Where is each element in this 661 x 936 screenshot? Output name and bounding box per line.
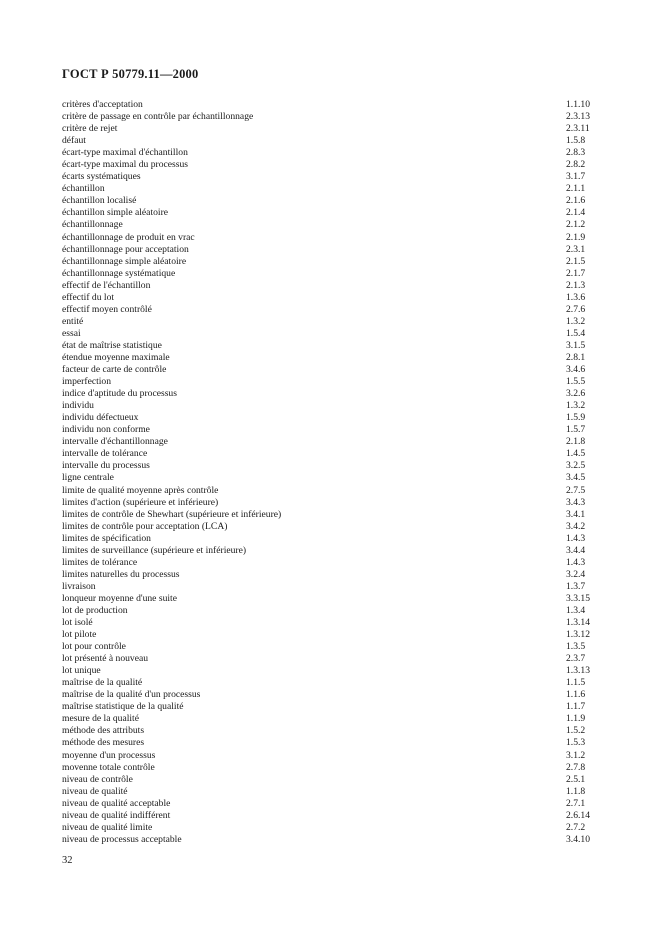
index-term: critère de passage en contrôle par échantillonnage [62,111,254,123]
index-term: facteur de carte de contrôle [62,364,167,376]
index-term: lot unique [62,665,101,677]
index-term: effectif moyen contrôlé [62,303,152,315]
index-entry [62,774,592,786]
index-ref: 3.4.6 [566,364,586,376]
index-ref: 1.1.5 [566,677,586,689]
index-ref: 2.7.6 [566,303,586,315]
index-ref: 2.6.14 [566,809,590,821]
index-entry [62,665,592,677]
index-term: limites d'action (supérieure et inférieure) [62,496,219,508]
index-entry [62,280,592,292]
index-entry [62,268,592,280]
index-entry [62,509,592,521]
index-ref: 1.3.12 [566,629,590,641]
index-term: limites de contrôle de Shewhart (supérieure et inférieure) [62,508,282,520]
index-term: ligne centrale [62,472,114,484]
index-ref: 1.5.2 [566,725,586,737]
index-term: échantillon localisé [62,195,137,207]
index-term: effectif de l'échantillon [62,279,151,291]
index-term: essai [62,327,81,339]
index-entry [62,629,592,641]
index-ref: 1.5.4 [566,327,586,339]
index-term: critère de rejet [62,123,118,135]
index-ref: 2.7.8 [566,761,586,773]
index-ref: 1.3.13 [566,665,590,677]
index-ref: 2.3.11 [566,123,590,135]
index-term: état de maîtrise statistique [62,339,162,351]
index-entry [62,135,592,147]
index-term: lot isolé [62,617,93,629]
index-entry [62,485,592,497]
index-term: lot présenté à nouveau [62,653,149,665]
index-term: intervalle d'échantillonnage [62,436,168,448]
index-ref: 2.1.4 [566,207,586,219]
index-entry [62,147,592,159]
index-term: écarts systématiques [62,171,141,183]
index-entry [62,713,592,725]
index-ref: 1.3.7 [566,580,586,592]
index-entry [62,750,592,762]
index-term: limites naturelles du processus [62,568,180,580]
index-term: indice d'aptitude du processus [62,388,177,400]
index-entry [62,364,592,376]
index-term: échantillonnage pour acceptation [62,243,189,255]
index-entry [62,195,592,207]
index-ref: 1.5.5 [566,376,586,388]
index-entry [62,244,592,256]
index-entry [62,328,592,340]
index-term: niveau de qualité indifférent [62,809,171,821]
index-term: lot pour contrôle [62,641,126,653]
index-term: entité [62,315,84,327]
index-entry [62,786,592,798]
index-ref: 3.4.1 [566,508,586,520]
index-entry [62,111,592,123]
index-entry [62,701,592,713]
index-term: défaut [62,135,86,147]
index-ref: 2.8.1 [566,351,586,363]
index-entry [62,183,592,195]
index-term: livraison [62,580,96,592]
index-ref: 2.1.7 [566,267,586,279]
index-ref: 2.5.1 [566,773,586,785]
index-ref: 2.7.1 [566,797,586,809]
index-entry [62,605,592,617]
index-entry [62,641,592,653]
index-term: échantillonnage simple aléatoire [62,255,187,267]
index-ref: 2.8.3 [566,147,586,159]
index-entry [62,653,592,665]
index-ref: 3.2.5 [566,460,586,472]
index-ref: 2.3.13 [566,111,590,123]
index-term: niveau de qualité limite [62,821,153,833]
index-ref: 1.3.14 [566,617,590,629]
index-term: maîtrise de la qualité [62,677,143,689]
index-ref: 2.1.1 [566,183,586,195]
index-entry [62,412,592,424]
page-number: 32 [62,855,73,866]
index-term: échantillonnage [62,219,123,231]
index-entry [62,376,592,388]
index-entry [62,436,592,448]
index-ref: 1.3.6 [566,291,586,303]
index-term: lot pilote [62,629,97,641]
index-entry [62,810,592,822]
index-term: intervalle de tolérance [62,448,148,460]
index-ref: 1.1.7 [566,701,586,713]
index-term: méthode des mesures [62,737,145,749]
index-term: étendue moyenne maximale [62,351,170,363]
index-entry [62,521,592,533]
index-entry [62,472,592,484]
index-entry [62,424,592,436]
index-ref: 1.3.5 [566,641,586,653]
index-entry [62,557,592,569]
index-ref: 1.3.2 [566,315,586,327]
index-ref: 3.1.2 [566,749,586,761]
index-term: échantillon simple aléatoire [62,207,169,219]
index-term: mesure de la qualité [62,713,139,725]
index-ref: 2.1.9 [566,231,586,243]
index-ref: 1.5.8 [566,135,586,147]
index-entry [62,123,592,135]
index-entry [62,762,592,774]
index-entry [62,725,592,737]
index-ref: 3.3.15 [566,592,590,604]
index-ref: 3.4.3 [566,496,586,508]
index-ref: 2.7.2 [566,821,586,833]
index-term: limites de surveillance (supérieure et inférieure) [62,544,247,556]
index-entry [62,219,592,231]
index-term: intervalle du processus [62,460,150,472]
index-term: niveau de qualité [62,785,128,797]
index-term: movenne totale contrôle [62,761,155,773]
index-ref: 3.2.6 [566,388,586,400]
index-term: niveau de qualité acceptable [62,797,171,809]
index-entry [62,581,592,593]
index-entry [62,737,592,749]
index-ref: 2.3.7 [566,653,586,665]
index-ref: 2.1.6 [566,195,586,207]
index-term: niveau de contrôle [62,773,133,785]
index-ref: 3.2.4 [566,568,586,580]
index-ref: 1.3.2 [566,400,586,412]
index-entry [62,352,592,364]
index-term: échantillonnage systématique [62,267,176,279]
index-entry [62,617,592,629]
document-header: ГОСТ Р 50779.11—2000 [62,67,199,81]
index-entry [62,448,592,460]
index-entry [62,304,592,316]
index-entry [62,99,592,111]
index-ref: 1.5.3 [566,737,586,749]
index-ref: 2.1.5 [566,255,586,267]
index-ref: 1.1.6 [566,689,586,701]
index-term: limites de contrôle pour acceptation (LCA) [62,520,228,532]
index-ref: 1.5.9 [566,412,586,424]
index-term: méthode des attributs [62,725,145,737]
index-entry [62,689,592,701]
index-term: limites de spécification [62,532,151,544]
index-ref: 3.1.5 [566,339,586,351]
index-entry [62,822,592,834]
index-term: lonqueur moyenne d'une suite [62,592,177,604]
index-term: imperfection [62,376,112,388]
index-term: échantillon [62,183,105,195]
index-term: écart-type maximal d'échantillon [62,147,188,159]
index-ref: 2.1.8 [566,436,586,448]
index-entry [62,400,592,412]
index-ref: 2.8.2 [566,159,586,171]
index-ref: 3.4.5 [566,472,586,484]
index-ref: 1.1.8 [566,785,586,797]
index-ref: 3.1.7 [566,171,586,183]
index-ref: 1.4.5 [566,448,586,460]
index-entry [62,460,592,472]
index-ref: 1.4.3 [566,556,586,568]
index-term: échantillonnage de produit en vrac [62,231,195,243]
index-term: individu [62,400,94,412]
index-term: maîtrise de la qualité d'un processus [62,689,201,701]
index-entry [62,593,592,605]
index-entry [62,677,592,689]
index-term: lot de production [62,604,128,616]
index-term: maîtrise statistique de la qualité [62,701,184,713]
index-entry [62,533,592,545]
index-entry [62,497,592,509]
index-term: limite de qualité moyenne après contrôle [62,484,219,496]
index-term: individu non conforme [62,424,150,436]
index-term: individu défectueux [62,412,139,424]
index-ref: 2.3.1 [566,243,586,255]
index-entry [62,232,592,244]
index-entry [62,171,592,183]
index-term: limites de tolérance [62,556,138,568]
index-ref: 1.5.7 [566,424,586,436]
term-index [62,99,592,846]
index-ref: 2.1.2 [566,219,586,231]
index-ref: 3.4.4 [566,544,586,556]
index-entry [62,159,592,171]
index-entry [62,256,592,268]
index-term: moyenne d'un processus [62,749,156,761]
index-ref: 2.7.5 [566,484,586,496]
index-entry [62,545,592,557]
index-term: écart-type maximal du processus [62,159,189,171]
index-term: niveau de processus acceptable [62,833,182,845]
index-entry [62,388,592,400]
index-ref: 1.4.3 [566,532,586,544]
index-ref: 1.1.9 [566,713,586,725]
index-entry [62,340,592,352]
index-term: effectif du lot [62,291,115,303]
index-entry [62,207,592,219]
index-ref: 1.1.10 [566,99,590,110]
index-ref: 3.4.2 [566,520,586,532]
index-entry [62,316,592,328]
index-entry [62,569,592,581]
index-ref: 3.4.10 [566,833,590,845]
index-entry [62,798,592,810]
index-term: critères d'acceptation [62,99,143,110]
index-ref: 2.1.3 [566,279,586,291]
index-entry [62,292,592,304]
index-ref: 1.3.4 [566,604,586,616]
index-entry [62,834,592,846]
